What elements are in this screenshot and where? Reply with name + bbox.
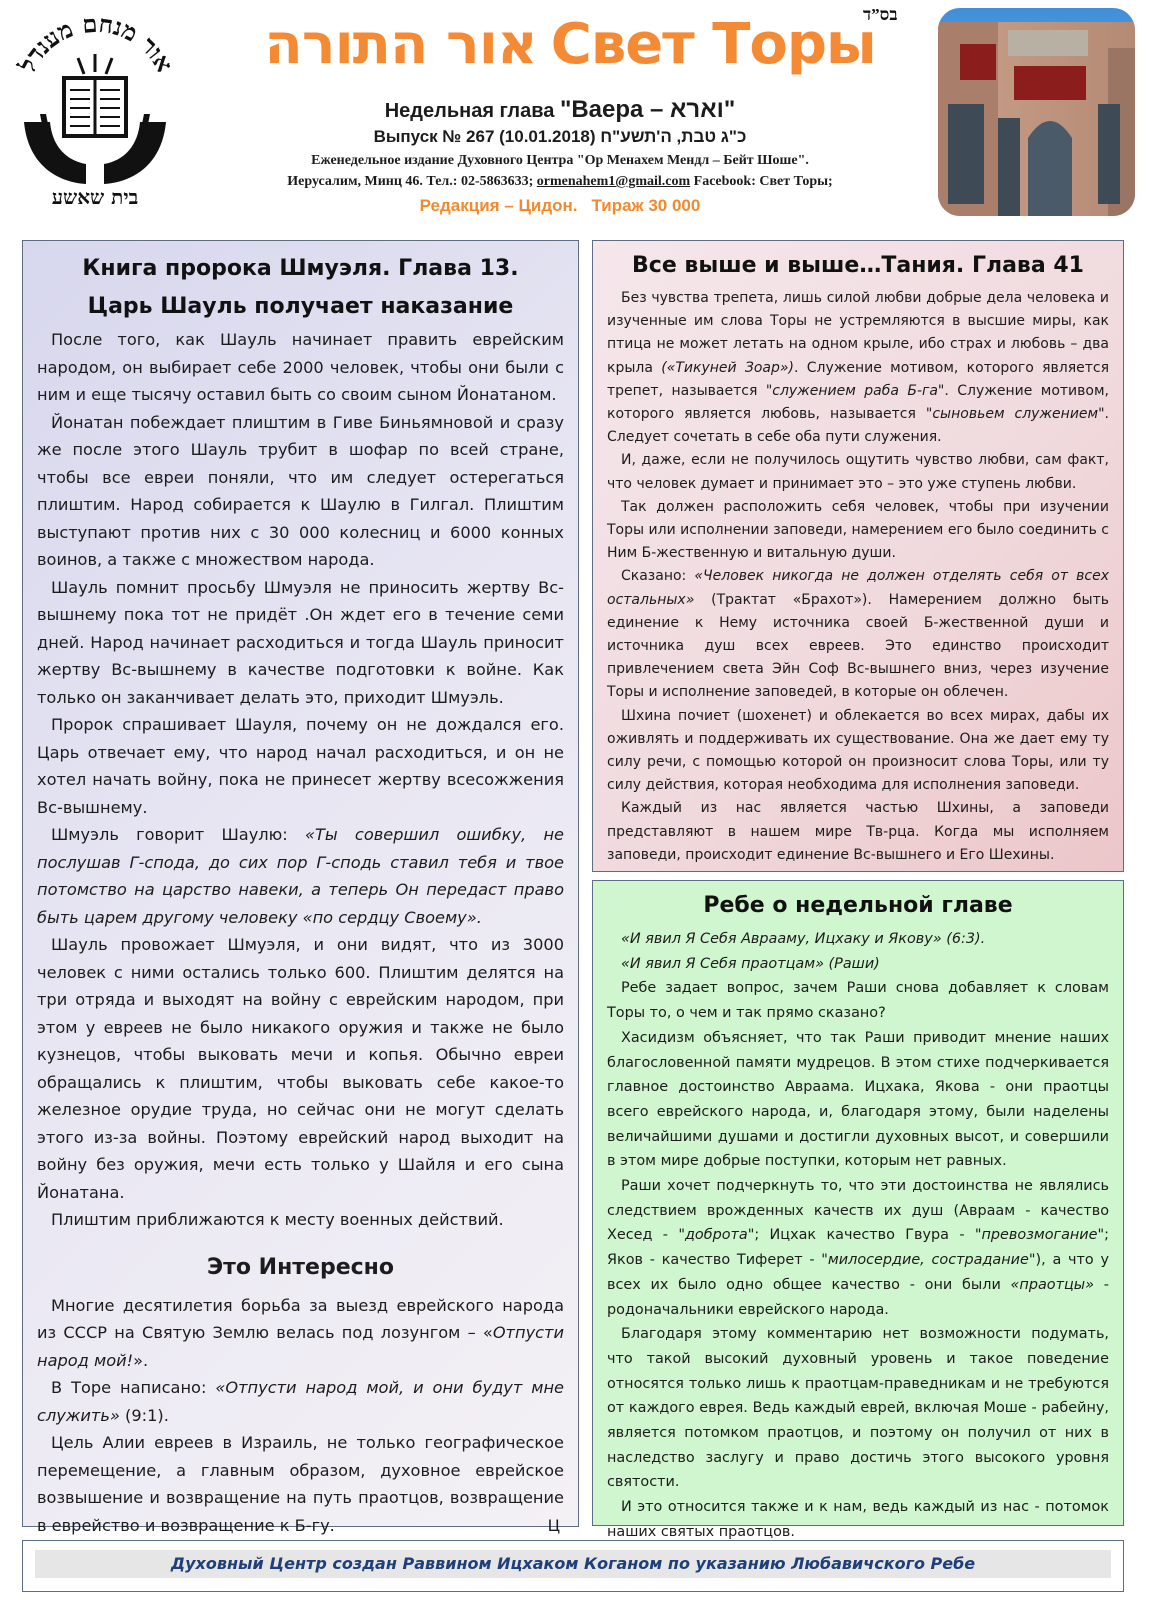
tanya-article-body <box>607 287 1109 867</box>
shmuel-article-body <box>37 326 564 1234</box>
paragraph: Шауль помнит просьбу Шмуэля не приносить жертву Вс-вышнему пока тот не придёт .Он ждет его в течение семи дней. Народ начинает расходиться и тогда Шауль приносит жертву Вс-вышнему в качестве подготовки к войне. Как только он заканчивает делать это, приходит Шмуэль. <box>37 577 564 707</box>
paragraph: Пророк спрашивает Шауля, почему он не дождался его. Царь отвечает ему, что народ начал расходиться, и он не хотел начать войну, пока не принесет жертву всесожжения Вс-вышнему. <box>37 715 564 817</box>
publisher-line: Еженедельное издание Духовного Центра "Ор Менахем Мендл – Бейт Шоше". <box>311 153 809 168</box>
issue-line: Выпуск № 267 (10.01.2018) כ"ג טבת, ה'תשע"ח <box>373 127 747 146</box>
paragraph: Шмуэль говорит Шаулю: «Ты совершил ошибку, не послушав Г-спода, до сих пор Г-сподь ставил тебя и твое потомство на царство навеки, а теперь Он передаст право быть царем другому человеку «по сердцу Своему». <box>37 825 564 927</box>
contact-line <box>200 174 920 190</box>
tanya-article-title: Все выше и выше…Тания. Глава 41 <box>632 253 1084 278</box>
editorial-text: Редакция – Цидон. <box>419 196 578 215</box>
logo-bottom-text: בית שאשע <box>51 185 139 209</box>
logo-arc-text: אור מנחם מענדל <box>12 14 180 77</box>
masthead-title-russian: Свет Торы <box>550 12 876 77</box>
editorial-line <box>200 196 920 216</box>
paragraph: Благодаря этому комментарию нет возможности подумать, что такой высокий духовный уровень и такое поведение относятся только лишь к праотцам-праведникам и не требуются от каждого еврея. Ведь каждый еврей, включая Моше - рабейну, является потомком праотцов, и поэтому он получил от них в наследство заслугу и право достичь этого высокого уровня святости. <box>607 1326 1109 1491</box>
shmuel-article-panel <box>22 240 579 1535</box>
parsha-name: "Ваера – וארא" <box>559 96 736 123</box>
parsha-line <box>200 96 920 124</box>
email-link[interactable]: ormenahem1@gmail.com <box>536 174 691 189</box>
tanya-article-panel <box>592 240 1124 872</box>
masthead-title <box>230 6 910 84</box>
interesting-section-title: Это Интересно <box>207 1254 394 1280</box>
footer <box>22 1540 1124 1592</box>
quote: «Ты совершил ошибку, не послушав Г-спода, до сих пор Г-сподь ставил тебя и твое потомство на царство навеки, а теперь Он передаст право быть царем другому человеку «по сердцу Своему». <box>37 825 564 927</box>
rebbe-article-panel <box>592 880 1124 1540</box>
paragraph: Так должен расположить себя человек, чтобы при изучении Торы или исполнении заповеди, намерением его было соединить с Ним Б-жественную и витальную души. <box>607 498 1109 562</box>
parsha-label: Недельная глава <box>384 100 555 122</box>
signature: Ц <box>547 1516 560 1535</box>
interesting-section-body <box>37 1292 564 1540</box>
paragraph: Каждый из нас является частью Шхины, а заповеди представляют в нашем мире Тв-рца. Когда мы исполняем заповеди, происходит единение Вс-вышнего и Его Шехины. <box>607 800 1109 863</box>
paragraph: Шхина почиет (шохенет) и облекается во всех мирах, дабы их оживлять и поддерживать их существование. Она же дает ему ту силу речи, с помощью которой он произносит слова Торы, или ту силу действия, которая необходима для исполнения заповеди. <box>607 707 1109 794</box>
paragraph: Цель Алии евреев в Израиль, не только географическое перемещение, а главным образом, духовное еврейское возвышение и возвращение на путь праотцов, возвращение в еврейство и возвращение к Б-гу. <box>37 1433 564 1535</box>
paragraph: Шауль провожает Шмуэля, и они видят, что из 3000 человек с ними остались только 600. Плиштим делятся на три отряда и выходят на войну с еврейским народом, при этом у евреев не было никакого оружия и также не было кузнецов, чтобы выковать мечи и копья. Обычно евреи обращались к плиштим, чтобы выковать себе какое-то железное орудие труда, но сейчас они не могут сделать этого из-за войны. Поэтому еврейский народ выходит на войну без оружия, мечи есть только у Шайля и его сына Йонатана. <box>37 935 564 1202</box>
paragraph: После того, как Шауль начинает править еврейским народом, он выбирает себе 2000 человек, чтобы они были с ним и еще тысячу оставил быть со своим сыном Йонатаном. <box>37 330 564 404</box>
shmuel-article-title: Книга пророка Шмуэля. Глава 13. <box>82 256 519 281</box>
paragraph: В Торе написано: «Отпусти народ мой, и они будут мне служить» (9:1). <box>37 1378 564 1425</box>
paragraph: Многие десятилетия борьба за выезд еврейского народа из СССР на Святую Землю велась под лозунгом – «Отпусти народ мой!». <box>37 1295 564 1370</box>
rebbe-article-body <box>607 927 1109 1545</box>
footer-text: Духовный Центр создан Раввином Ицхаком Коганом по указанию Любавичского Ребе <box>35 1550 1111 1578</box>
rebbe-article-title: Ребе о недельной главе <box>703 893 1013 918</box>
paragraph: И, даже, если не получилось ощутить чувство любви, сам факт, что человек думает и принимает это – это уже ступень любви. <box>607 452 1109 492</box>
logo-icon <box>6 14 184 210</box>
shmuel-article-subtitle: Царь Шауль получает наказание <box>87 294 514 319</box>
paragraph: И это относится также и к нам, ведь каждый из нас - потомок наших святых праотцов. <box>607 1499 1109 1540</box>
circulation-text: Тираж 30 000 <box>591 196 701 215</box>
paragraph: Хасидизм объясняет, что так Раши приводит мнение наших благословенной памяти мудрецов. В этом стихе подчеркивается главное достоинство Авраама. Ицхака, Якова - они праотцы всего еврейского народа, и, благодаря этому, были наделены величайшими душами и достигли духовных высот, и совершили в этом мире добрые поступки, которым нет равных. <box>607 1029 1109 1170</box>
bsd-mark: בס”ד <box>863 5 898 24</box>
paragraph: Без чувства трепета, лишь силой любви добрые дела человека и изученные им слова Торы не устремляются в высшие миры, как птица не может летать на одном крыле, ибо страх и любовь – два крыла («Тикуней Зоар»). Служение мотивом, которого является трепет, называется "служением раба Б-га". Служение мотивом, которого является любовь, называется "сыновьем служением". Следует сочетать в себе оба пути служения. <box>607 290 1110 446</box>
quote: Отпусти народ мой! <box>37 1323 564 1370</box>
paragraph: Сказано: «Человек никогда не должен отделять себя от всех остальных» (Трактат «Брахот»). Намерением должно быть единение к Нему источника своей Б-жественной души и источника душ всех евреев. Это единство происходит привлечением света Эйн Соф Вс-вышнего вниз, через изучение Торы и исполнение заповедей, в которые он облечен. <box>607 568 1109 701</box>
facebook-text: Facebook: Свет Торы; <box>693 174 833 189</box>
paragraph: Плиштим приближаются к месту военных действий. <box>51 1210 504 1229</box>
address-text: Иерусалим, Минц 46. Тел.: 02-5863633; <box>287 174 534 189</box>
quote: «Отпусти народ мой, и они будут мне служить» <box>37 1378 564 1425</box>
paragraph: Йонатан побеждает плиштим в Гиве Биньямновой и сразу же после этого Шауль трубит в шофар по всей стране, чтобы все евреи поняли, что им следует остерегаться плиштим. Народ собирается к Шаулю в Гилгал. Плиштим выступают против них с 30 000 колесниц и 6000 конных воинов, а также с множеством народа. <box>37 412 564 569</box>
paragraph: «И явил Я Себя Аврааму, Ицхаку и Якову» (6:3). <box>621 931 986 947</box>
paragraph: «И явил Я Себя праотцам» (Раши) <box>621 955 880 972</box>
building-photo <box>938 8 1135 216</box>
masthead-title-hebrew: אור התורה <box>264 12 537 77</box>
paragraph: Ребе задает вопрос, зачем Раши снова добавляет к словам Торы то, о чем и так прямо сказано? <box>607 980 1109 1022</box>
paragraph: Раши хочет подчеркнуть то, что эти достоинства не являлись следствием врожденных качеств их душ (Авраам - качество Хесед - "доброта"; Ицхак качество Гвура - "превозмогание"; Яков - качество Тиферет - "милосердие, сострадание"), а что у всех их было одно общее качество - они были «праотцы» - родоначальники еврейского народа. <box>607 1178 1109 1318</box>
